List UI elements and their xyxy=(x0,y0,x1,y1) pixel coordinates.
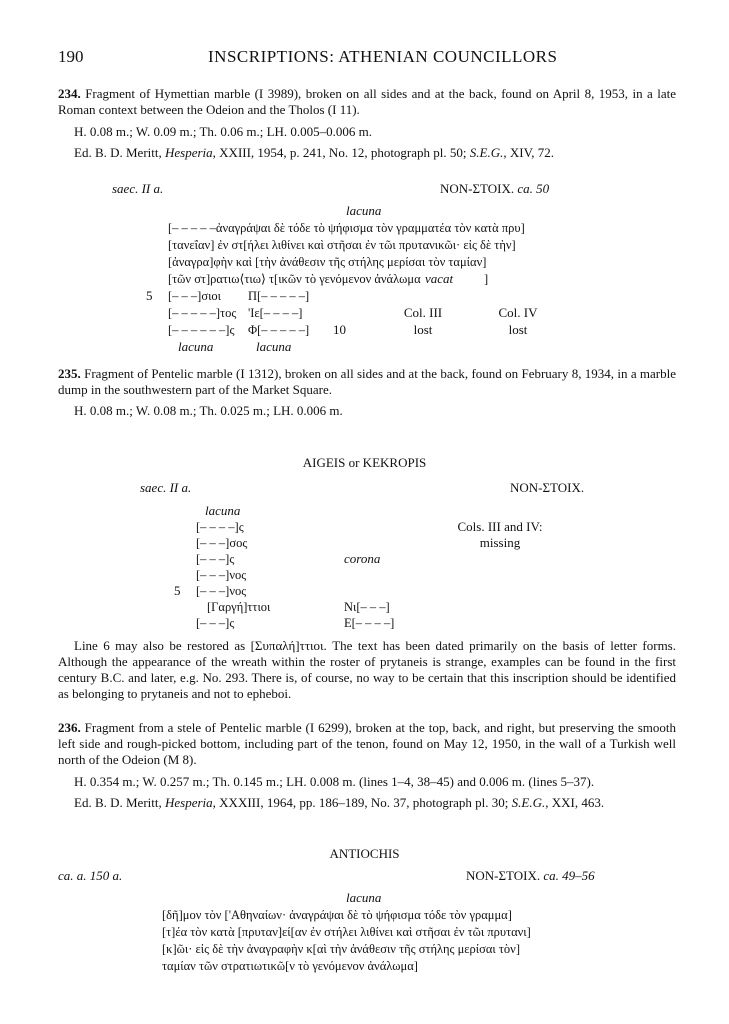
entry-235-line-2: [– – –]σος xyxy=(196,536,248,550)
entry-236-description xyxy=(58,720,676,768)
entry-235-lacuna: lacuna xyxy=(205,503,241,518)
edition-seg-ref: , XXI, 463. xyxy=(545,795,605,810)
entry-235-style: NON-ΣΤΟΙΧ. xyxy=(510,480,585,495)
entry-235-commentary: Line 6 may also be restored as [Συπαλή]ττιοι. The text has been dated primarily on the basis of letter forms. Although the appearance of the wreath within the roster of prytaneis is strange, examples can be found in the first century B.C. and later, e.g. No. 293. There is, of course, no way to be certain that this inscription should be identified as belonging to prytaneis and not to epheboi. xyxy=(58,638,676,701)
entry-235-line-4: [– – –]νος xyxy=(196,568,247,582)
entry-234-col2-line-3: Φ[– – – – –] xyxy=(248,323,310,337)
entry-235-description xyxy=(58,366,676,398)
entry-234-edition xyxy=(74,145,554,161)
entry-234-col2-line-2: 'Ιε[– – – –] xyxy=(248,306,303,320)
entry-234-line-2: [τανεΐαν] ἐν στ[ήλει λιθίνει καὶ στῆσαι ἐν τῶι πρυτανικῶι· εἰς δὲ τὴν] xyxy=(168,238,516,252)
entry-234-lacuna-top: lacuna xyxy=(346,203,382,218)
entry-236-line-1: [δῆ]μον τὸν ['Αθηναίων· ἀναγράψαι δὲ τὸ ψήφισμα τόδε τὸν γραμμα] xyxy=(162,908,512,922)
style-label: NON-ΣΤΟΙΧ. xyxy=(440,181,518,196)
entry-234-col4-head: Col. IV xyxy=(498,305,538,320)
entry-234-col3-head: Col. III xyxy=(403,305,443,320)
entry-234-style xyxy=(440,181,549,197)
entry-236-line-4: ταμίαν τῶν στρατιωτικῶ[ν τὸ γενόμενον ἀνάλωμα] xyxy=(162,959,418,973)
entry-234-col4-text: lost xyxy=(508,322,528,337)
edition-seg: S.E.G. xyxy=(511,795,546,810)
entry-234-dimensions: H. 0.08 m.; W. 0.09 m.; Th. 0.06 m.; LH. 0.005–0.006 m. xyxy=(74,124,373,139)
entry-number: 235. xyxy=(58,366,81,381)
entry-235-cols-head: Cols. III and IV: xyxy=(457,519,543,534)
entry-234-line-6: [– – – – –]τος xyxy=(168,306,237,320)
entry-235-tribe-heading: AIGEIS or KEKROPIS xyxy=(302,455,427,470)
style-label: NON-ΣΤΟΙΧ. xyxy=(466,868,544,883)
entry-234-line-4: [τῶν στ]ρατιω⟨τιω⟩ τ[ικῶν τὸ γενόμενον ἀνάλωμα xyxy=(168,272,421,286)
description-text: Fragment of Pentelic marble (I 1312), broken on all sides and at the back, found on February 8, 1934, in a marble dump in the southwestern part of the Market Square. xyxy=(58,366,677,397)
entry-236-lacuna: lacuna xyxy=(346,890,382,905)
entry-235-corona: corona xyxy=(344,551,381,566)
running-title: INSCRIPTIONS: ATHENIAN COUNCILLORS xyxy=(208,47,558,66)
entry-235-line-3: [– – –]ς xyxy=(196,552,235,566)
entry-235-line-7: [– – –]ς xyxy=(196,616,235,630)
entry-234-col3-text: lost xyxy=(413,322,433,337)
edition-reference: , XXIII, 1954, p. 241, No. 12, photograph pl. 50; xyxy=(212,145,470,160)
edition-editor: Ed. B. D. Meritt, xyxy=(74,145,165,160)
entry-234-line-7: [– – – – – –]ς xyxy=(168,323,235,337)
edition-journal: Hesperia xyxy=(165,145,213,160)
description-text: Fragment of Hymettian marble (I 3989), broken on all sides and at the back, found on April 8, 1953, in a late Roman context between the Odeion and the Tholos (I 11). xyxy=(58,86,676,117)
entry-235-cols-text: missing xyxy=(479,535,521,550)
style-letter-count: ca. 49–56 xyxy=(543,868,595,883)
entry-number: 236. xyxy=(58,720,81,735)
entry-236-line-2: [τ]έα τὸν κατὰ [πρυταν]εί[αν ἐν στήλει λιθίνει καὶ στῆσαι ἐν τῶι πρυτανι] xyxy=(162,925,531,939)
entry-234-lacuna-bottom-1: lacuna xyxy=(178,339,214,354)
entry-234-col2-line-1: Π[– – – – –] xyxy=(248,289,310,303)
entry-236-tribe-heading: ANTIOCHIS xyxy=(329,846,400,861)
entry-234-line-1: [– – – – –ἀναγράψαι δὲ τόδε τὸ ψήφισμα τὸν γραμματέα τὸν κατὰ πρυ] xyxy=(168,221,525,235)
page-number: 190 xyxy=(58,47,84,66)
entry-235-line-number-5: 5 xyxy=(174,583,181,598)
edition-editor: Ed. B. D. Meritt, xyxy=(74,795,165,810)
entry-234-line-number-5: 5 xyxy=(146,288,153,303)
edition-seg-ref: , XIV, 72. xyxy=(503,145,555,160)
style-letter-count: ca. 50 xyxy=(517,181,550,196)
entry-236-style xyxy=(466,868,595,884)
entry-234-line-5: [– – –]σιοι xyxy=(168,289,222,303)
entry-236-dimensions: H. 0.354 m.; W. 0.257 m.; Th. 0.145 m.; LH. 0.008 m. (lines 1–4, 38–45) and 0.006 m. (lines 5–37). xyxy=(74,774,595,789)
entry-234-line-3: [ἀναγρα]φὴν καὶ [τὴν ἀνάθεσιν τῆς στήλης μερίσαι τὸν ταμίαν] xyxy=(168,255,487,269)
entry-234-vacat: vacat xyxy=(425,271,454,286)
entry-236-date: ca. a. 150 a. xyxy=(58,868,123,883)
edition-reference: , XXXIII, 1964, pp. 186–189, No. 37, photograph pl. 30; xyxy=(212,795,512,810)
entry-235-dimensions: H. 0.08 m.; W. 0.08 m.; Th. 0.025 m.; LH. 0.006 m. xyxy=(74,403,343,418)
entry-number: 234. xyxy=(58,86,81,101)
entry-235-line-6: [Γαργή]ττιοι xyxy=(207,600,271,614)
entry-235-right-line-1: Νι[– – –] xyxy=(344,600,390,614)
description-text: Fragment from a stele of Pentelic marble (I 6299), broken at the top, back, and right, but preserving the smooth left side and rough-picked bottom, including part of the tenon, found on May 12, 1950, in the wall of a Turkish well north of the Odeion (M 8). xyxy=(58,720,677,767)
entry-234-line-number-10: 10 xyxy=(333,322,346,337)
entry-234-line-4-bracket: ] xyxy=(484,272,489,286)
entry-234-description xyxy=(58,86,676,118)
entry-235-date: saec. II a. xyxy=(140,480,192,495)
entry-236-line-3: [κ]ῶι· εἰς δὲ τὴν ἀναγραφὴν κ[αὶ τὴν ἀνάθεσιν τῆς στήλης μερίσαι τὸν] xyxy=(162,942,520,956)
entry-235-line-1: [– – – –]ς xyxy=(196,520,244,534)
entry-234-date: saec. II a. xyxy=(112,181,164,196)
edition-journal: Hesperia xyxy=(165,795,213,810)
entry-234-lacuna-bottom-2: lacuna xyxy=(256,339,292,354)
entry-235-line-5: [– – –]νος xyxy=(196,584,247,598)
entry-236-edition xyxy=(74,795,604,811)
entry-235-right-line-2: Ε[– – – –] xyxy=(344,616,395,630)
edition-seg: S.E.G. xyxy=(469,145,504,160)
